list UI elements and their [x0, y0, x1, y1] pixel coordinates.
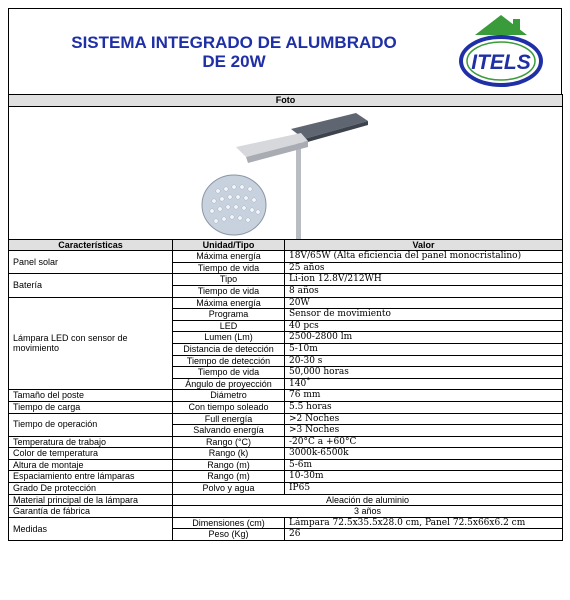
row-unit: Polvo y agua	[173, 483, 285, 495]
row-label: Grado De protección	[9, 483, 173, 495]
row-value: 76 mm	[285, 390, 563, 402]
table-row	[9, 274, 563, 286]
row-value: 5.5 horas	[285, 401, 563, 413]
spec-table	[8, 94, 563, 541]
row-value: 20-30 s	[285, 355, 563, 367]
row-value: 50,000 horas	[285, 367, 563, 379]
table-row	[9, 251, 563, 263]
row-unit: Tiempo de detección	[173, 355, 285, 367]
row-label: Garantía de fábrica	[9, 506, 173, 518]
row-value: 3 años	[173, 506, 563, 518]
table-row	[9, 401, 563, 413]
row-value: -20°C a +60°C	[285, 436, 563, 448]
row-unit: Distancia de detección	[173, 343, 285, 355]
row-value: 20W	[285, 297, 563, 309]
table-row	[9, 494, 563, 506]
row-unit: Rango (m)	[173, 459, 285, 471]
row-unit: Máxima energía	[173, 251, 285, 263]
col-header-caracteristicas: Características	[9, 239, 173, 251]
row-unit: Diámetro	[173, 390, 285, 402]
table-row	[9, 471, 563, 483]
row-label: Color de temperatura	[9, 448, 173, 460]
row-value: Li-ion 12.8V/212WH	[285, 274, 563, 286]
row-value: 18V/65W (Alta eficiencia del panel monocristalino)	[285, 251, 563, 263]
table-row	[9, 517, 563, 529]
title-line-2: DE 20W	[202, 52, 266, 71]
document-title	[39, 33, 429, 71]
row-value: 3000k-6500k	[285, 448, 563, 460]
row-value: 5-10m	[285, 343, 563, 355]
row-unit: Tiempo de vida	[173, 262, 285, 274]
row-unit: Tipo	[173, 274, 285, 286]
row-value: Sensor de movimiento	[285, 309, 563, 321]
row-value: 25 años	[285, 262, 563, 274]
row-value: 8 años	[285, 285, 563, 297]
row-value: 40 pcs	[285, 320, 563, 332]
row-value: 26	[285, 529, 563, 541]
col-header-unidad: Unidad/Tipo	[173, 239, 285, 251]
row-value: Aleación de aluminio	[173, 494, 563, 506]
row-value: Lámpara 72.5x35.5x28.0 cm, Panel 72.5x66x6.2 cm	[285, 517, 563, 529]
table-row	[9, 413, 563, 425]
foto-header-row	[9, 95, 563, 107]
row-label: Material principal de la lámpara	[9, 494, 173, 506]
foto-label: Foto	[9, 95, 563, 107]
row-unit: Lumen (Lm)	[173, 332, 285, 344]
row-label: Tiempo de operación	[9, 413, 173, 436]
row-value: 2500-2800 lm	[285, 332, 563, 344]
column-header-row	[9, 239, 563, 251]
row-unit: Dimensiones (cm)	[173, 517, 285, 529]
row-unit: Con tiempo soleado	[173, 401, 285, 413]
row-unit: Máxima energía	[173, 297, 285, 309]
row-unit: Rango (k)	[173, 448, 285, 460]
row-label: Espaciamiento entre lámparas	[9, 471, 173, 483]
table-row	[9, 297, 563, 309]
title-line-1: SISTEMA INTEGRADO DE ALUMBRADO	[71, 33, 397, 52]
row-value: 5-6m	[285, 459, 563, 471]
row-label: Tiempo de carga	[9, 401, 173, 413]
street-light-photo	[196, 107, 376, 239]
table-row	[9, 506, 563, 518]
row-value: 10-30m	[285, 471, 563, 483]
itels-logo	[455, 13, 547, 89]
row-unit: Tiempo de vida	[173, 367, 285, 379]
table-row	[9, 483, 563, 495]
col-header-valor: Valor	[285, 239, 563, 251]
table-row	[9, 436, 563, 448]
row-unit: Full energía	[173, 413, 285, 425]
row-unit: Salvando energía	[173, 425, 285, 437]
document-header	[8, 8, 562, 94]
row-unit: LED	[173, 320, 285, 332]
row-unit: Ángulo de proyección	[173, 378, 285, 390]
table-row	[9, 390, 563, 402]
table-row	[9, 459, 563, 471]
row-unit: Rango (°C)	[173, 436, 285, 448]
row-label: Panel solar	[9, 251, 173, 274]
row-value: >2 Noches	[285, 413, 563, 425]
table-row	[9, 448, 563, 460]
row-value: IP65	[285, 483, 563, 495]
row-unit: Programa	[173, 309, 285, 321]
row-unit: Peso (Kg)	[173, 529, 285, 541]
row-label: Tamaño del poste	[9, 390, 173, 402]
row-label: Batería	[9, 274, 173, 297]
logo-text: ITELS	[471, 51, 531, 74]
row-label: Medidas	[9, 517, 173, 540]
row-unit: Tiempo de vida	[173, 285, 285, 297]
row-value: 140˚	[285, 378, 563, 390]
foto-row	[9, 106, 563, 239]
row-unit: Rango (m)	[173, 471, 285, 483]
row-label: Lámpara LED con sensor de movimiento	[9, 297, 173, 390]
row-label: Temperatura de trabajo	[9, 436, 173, 448]
row-value: >3 Noches	[285, 425, 563, 437]
row-label: Altura de montaje	[9, 459, 173, 471]
